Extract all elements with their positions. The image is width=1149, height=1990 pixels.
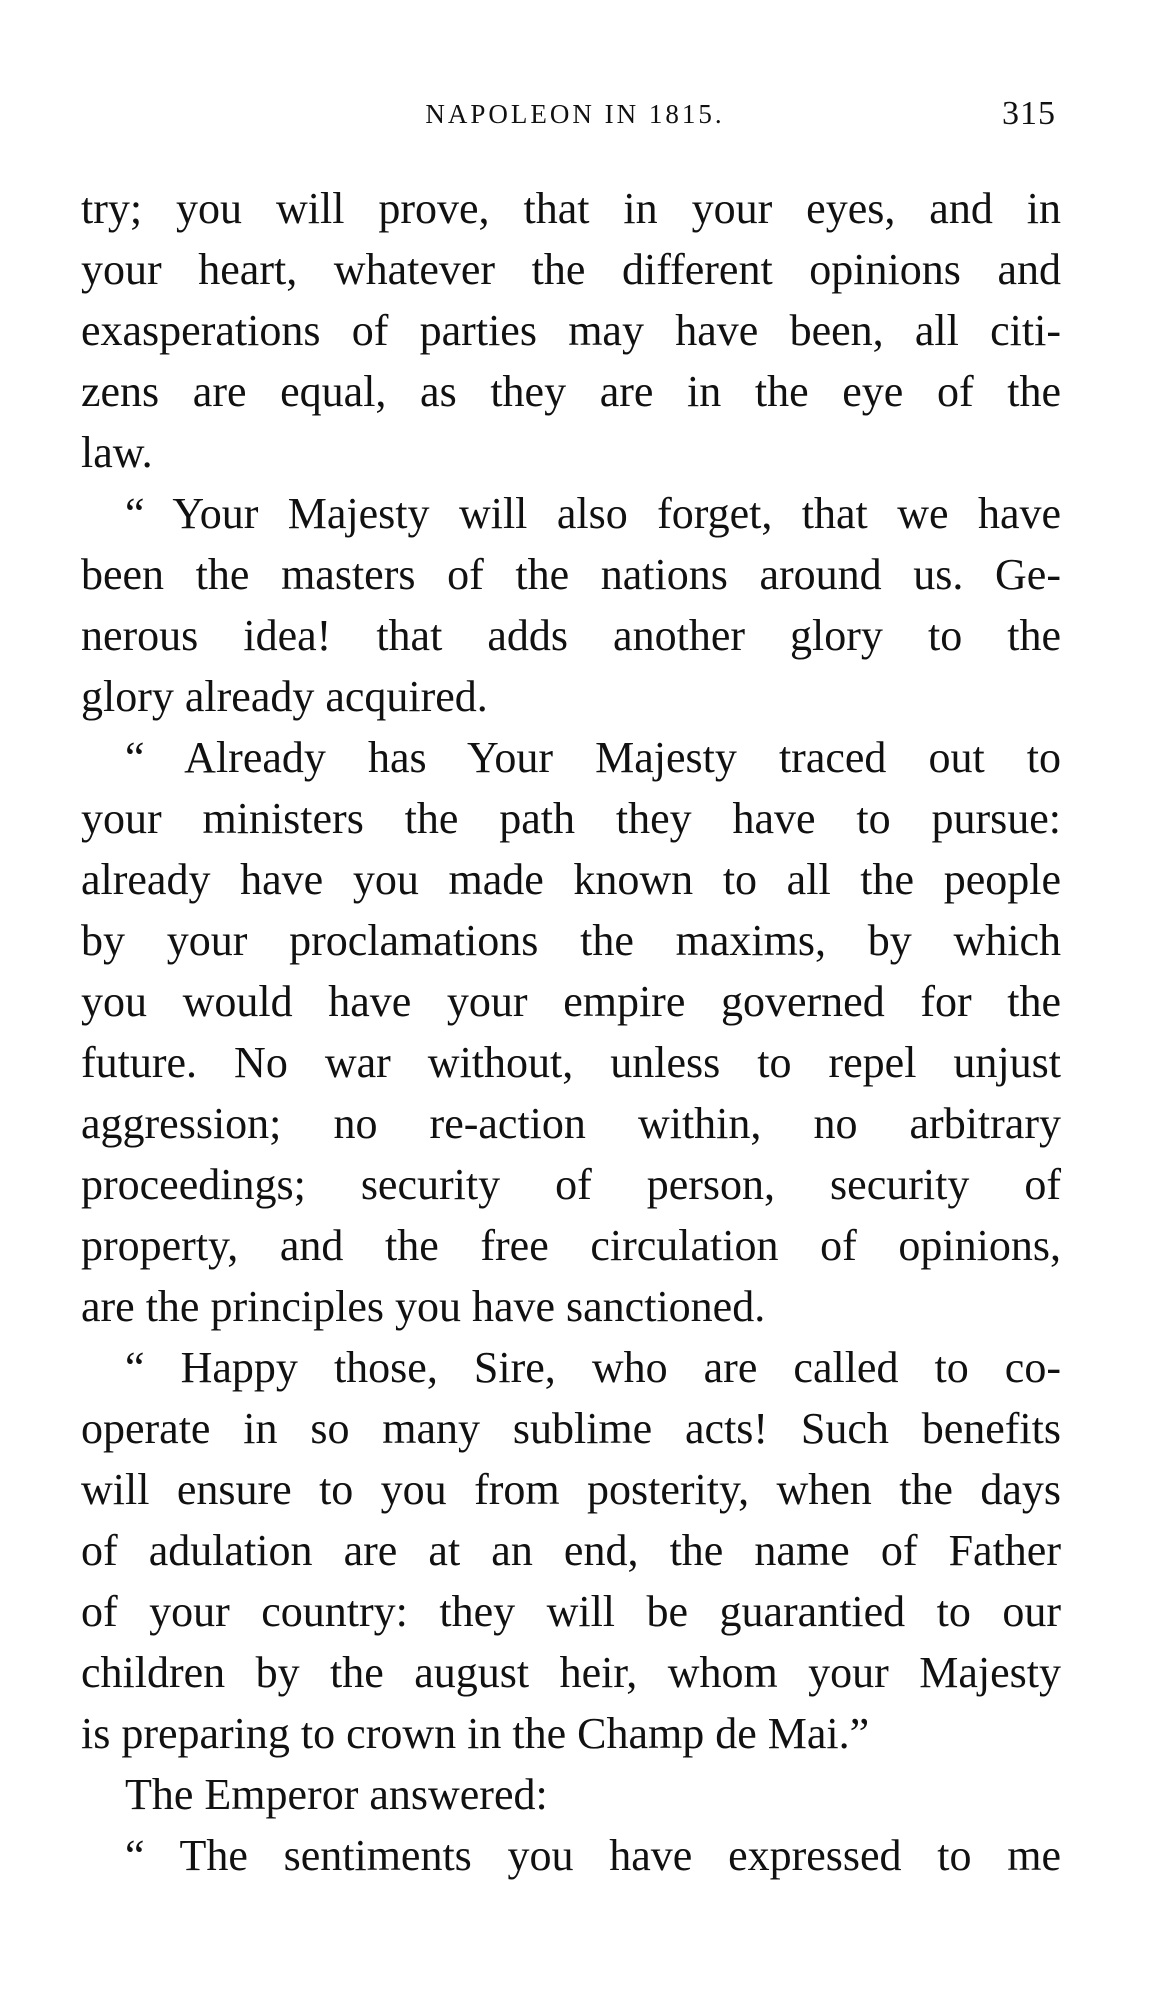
text-line: “ Happy those, Sire, who are called to co- [125, 1343, 1061, 1392]
running-title: NAPOLEON IN 1815. [425, 99, 725, 129]
text-line: The Emperor answered: [125, 1770, 548, 1819]
text-line: been the masters of the nations around us. Ge- [81, 550, 1061, 599]
text-line: by your proclamations the maxims, by which [81, 916, 1061, 965]
text-line: aggression; no re-action within, no arbitrary [81, 1099, 1061, 1148]
text-line: of adulation are at an end, the name of Father [81, 1526, 1061, 1575]
text-line: of your country: they will be guarantied to our [81, 1587, 1061, 1636]
text-line: you would have your empire governed for the [81, 977, 1061, 1026]
page-number: 315 [1002, 95, 1056, 132]
text-line: try; you will prove, that in your eyes, and in [81, 184, 1061, 233]
text-line: is preparing to crown in the Champ de Mai.” [81, 1709, 870, 1758]
text-line: “ The sentiments you have expressed to me [125, 1831, 1061, 1880]
text-line: already have you made known to all the people [81, 855, 1061, 904]
text-line: your heart, whatever the different opinions and [81, 245, 1061, 294]
text-line: law. [81, 428, 153, 477]
text-line: exasperations of parties may have been, all citi- [81, 306, 1061, 355]
text-line: children by the august heir, whom your Majesty [81, 1648, 1061, 1697]
text-line: “ Your Majesty will also forget, that we have [125, 489, 1061, 538]
text-line: glory already acquired. [81, 672, 488, 721]
text-line: proceedings; security of person, security of [81, 1160, 1061, 1209]
text-line: future. No war without, unless to repel unjust [81, 1038, 1061, 1087]
text-line: operate in so many sublime acts! Such benefits [81, 1404, 1061, 1453]
running-head [80, 94, 1070, 134]
text-line: property, and the free circulation of opinions, [81, 1221, 1061, 1270]
text-line: your ministers the path they have to pursue: [81, 794, 1061, 843]
text-line: nerous idea! that adds another glory to the [81, 611, 1061, 660]
text-line: are the principles you have sanctioned. [81, 1282, 766, 1331]
body-text [81, 178, 1061, 1886]
text-line: will ensure to you from posterity, when the days [81, 1465, 1061, 1514]
text-line: “ Already has Your Majesty traced out to [125, 733, 1061, 782]
text-line: zens are equal, as they are in the eye of the [81, 367, 1061, 416]
